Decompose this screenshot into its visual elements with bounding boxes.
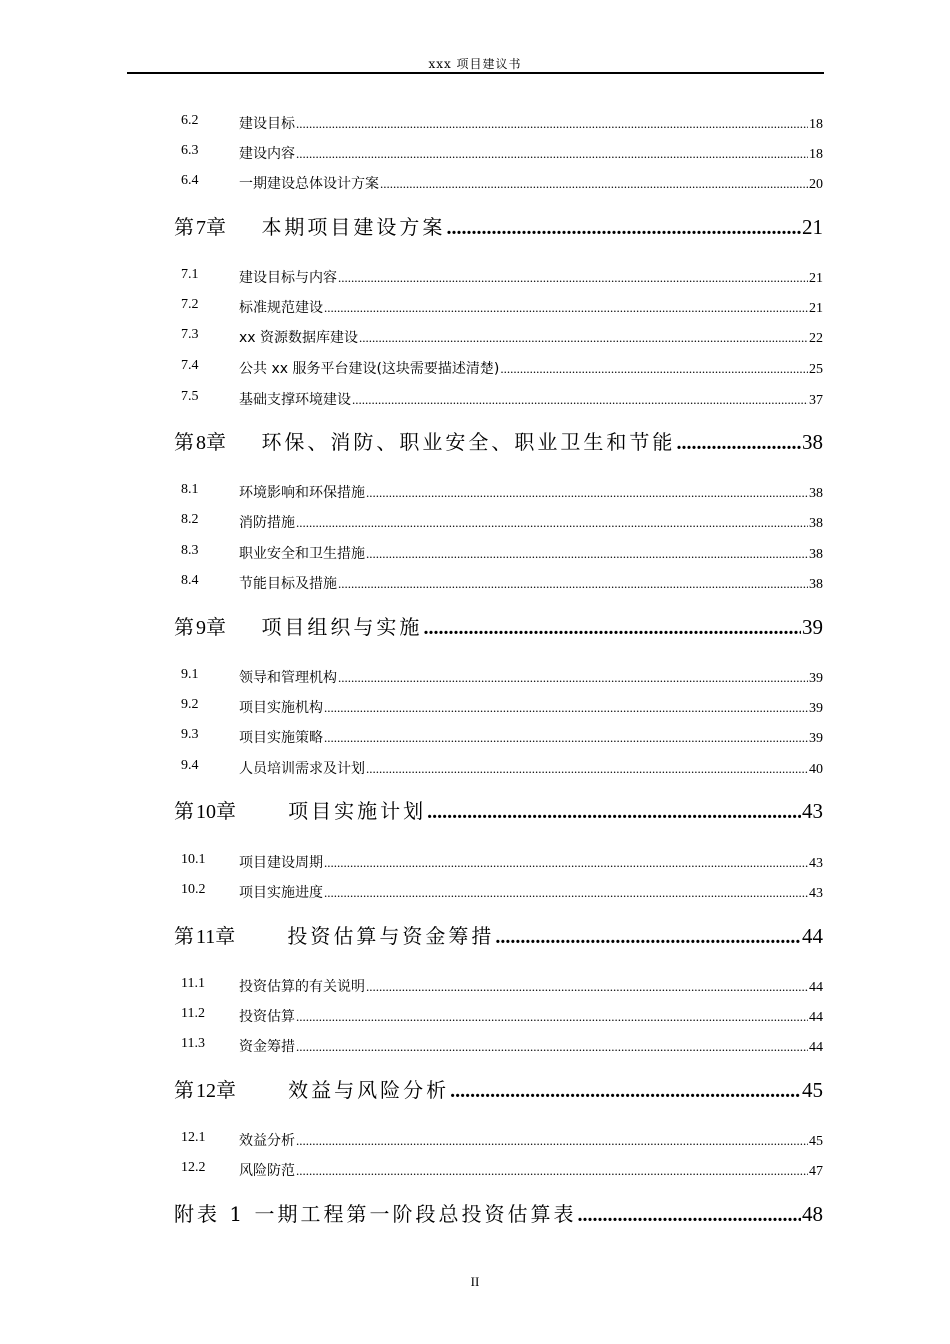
page-ref: 43 bbox=[809, 886, 823, 901]
section-number: 10.1 bbox=[181, 852, 206, 867]
dot-leader bbox=[324, 855, 808, 871]
section-title: 建设目标 bbox=[239, 116, 295, 132]
section-title: 标准规范建设 bbox=[239, 300, 323, 316]
dot-leader bbox=[352, 392, 808, 408]
dot-leader bbox=[296, 146, 808, 162]
page-header-title: xxx 项目建议书 bbox=[428, 57, 522, 71]
page-ref: 39 bbox=[809, 731, 823, 746]
section-title: 公共 xx 服务平台建设(这块需要描述清楚) bbox=[239, 361, 500, 377]
toc-entry-section[interactable] bbox=[0, 512, 950, 534]
toc-entry-section[interactable] bbox=[0, 143, 950, 165]
chapter-label-suffix: 章 bbox=[215, 924, 238, 948]
dot-leader bbox=[380, 176, 808, 192]
section-title: 效益分析 bbox=[239, 1133, 295, 1149]
dot-leader bbox=[366, 546, 808, 562]
section-number: 10.2 bbox=[181, 882, 206, 897]
section-title: 项目实施进度 bbox=[239, 885, 323, 901]
section-title: 项目实施策略 bbox=[239, 730, 323, 746]
dot-leader bbox=[338, 270, 808, 286]
chapter-number: 11 bbox=[196, 926, 216, 948]
section-title: 人员培训需求及计划 bbox=[239, 761, 365, 777]
section-title: 项目实施机构 bbox=[239, 700, 323, 716]
chapter-label-suffix: 章 bbox=[206, 615, 228, 639]
dot-leader bbox=[450, 1080, 801, 1103]
page-ref: 38 bbox=[809, 486, 823, 501]
dot-leader bbox=[359, 330, 808, 346]
toc-entry-section[interactable] bbox=[0, 327, 950, 349]
toc-entry-section[interactable] bbox=[0, 543, 950, 565]
section-number: 8.4 bbox=[181, 573, 199, 588]
page-ref: 39 bbox=[809, 701, 823, 716]
toc-entry-chapter[interactable] bbox=[0, 611, 950, 643]
section-title: 一期建设总体设计方案 bbox=[239, 176, 379, 192]
section-number: 8.3 bbox=[181, 543, 199, 558]
page-ref: 38 bbox=[802, 430, 823, 454]
dot-leader bbox=[495, 926, 801, 949]
section-title: 建设目标与内容 bbox=[239, 270, 337, 286]
toc-entry-section[interactable] bbox=[0, 389, 950, 411]
section-number: 9.2 bbox=[181, 697, 199, 712]
section-title: 领导和管理机构 bbox=[239, 670, 337, 686]
section-title: 环境影响和环保措施 bbox=[239, 485, 365, 501]
page-ref: 20 bbox=[809, 177, 823, 192]
dot-leader bbox=[296, 1133, 808, 1149]
toc-entry-section[interactable] bbox=[0, 758, 950, 780]
toc-entry-section[interactable] bbox=[0, 667, 950, 689]
chapter-label-suffix: 章 bbox=[216, 799, 238, 823]
section-number: 7.3 bbox=[181, 327, 199, 342]
toc-entry-section[interactable] bbox=[0, 297, 950, 319]
section-number: 7.4 bbox=[181, 358, 199, 373]
dot-leader bbox=[676, 432, 801, 455]
section-number: 12.2 bbox=[181, 1160, 206, 1175]
dot-leader bbox=[366, 979, 808, 995]
chapter-label-prefix: 第 bbox=[174, 799, 196, 823]
chapter-title: 投资估算与资金筹措 bbox=[287, 924, 495, 948]
page-ref: 43 bbox=[809, 856, 823, 871]
chapter-number: 7 bbox=[196, 217, 206, 239]
section-title: 职业安全和卫生措施 bbox=[239, 546, 365, 562]
page-ref: 44 bbox=[809, 1010, 823, 1025]
dot-leader bbox=[324, 700, 808, 716]
toc-entry-section[interactable] bbox=[0, 1006, 950, 1028]
page-ref: 48 bbox=[802, 1202, 823, 1226]
chapter-label-prefix: 第 bbox=[174, 615, 196, 639]
page-ref: 44 bbox=[802, 924, 823, 948]
page-ref: 47 bbox=[809, 1164, 823, 1179]
dot-leader bbox=[324, 885, 808, 901]
section-number: 6.2 bbox=[181, 113, 199, 128]
dot-leader bbox=[296, 1163, 808, 1179]
chapter-label-prefix: 第 bbox=[174, 430, 196, 454]
toc-entry-section[interactable] bbox=[0, 697, 950, 719]
toc-entry-section[interactable] bbox=[0, 1130, 950, 1152]
page-ref: 44 bbox=[809, 1040, 823, 1055]
section-number: 6.3 bbox=[181, 143, 199, 158]
chapter-title: 环保、消防、职业安全、职业卫生和节能 bbox=[261, 430, 676, 454]
header-divider bbox=[127, 72, 824, 74]
dot-leader bbox=[324, 300, 808, 316]
page-number: II bbox=[470, 1274, 480, 1289]
section-title: 基础支撑环境建设 bbox=[239, 392, 351, 408]
page-ref: 39 bbox=[809, 671, 823, 686]
dot-leader bbox=[296, 1009, 808, 1025]
page-ref: 22 bbox=[809, 331, 823, 346]
dot-leader bbox=[296, 116, 808, 132]
chapter-label-prefix: 第 bbox=[174, 215, 196, 239]
toc-entry-section[interactable] bbox=[0, 882, 950, 904]
chapter-title: 效益与风险分析 bbox=[288, 1078, 450, 1102]
dot-leader bbox=[500, 361, 808, 377]
section-title: 项目建设周期 bbox=[239, 855, 323, 871]
toc-entry-section[interactable] bbox=[0, 173, 950, 195]
toc-entry-section[interactable] bbox=[0, 358, 950, 380]
section-title: 建设内容 bbox=[239, 146, 295, 162]
page-ref: 38 bbox=[809, 516, 823, 531]
page-ref: 21 bbox=[809, 271, 823, 286]
toc-entry-section[interactable] bbox=[0, 852, 950, 874]
toc-entry-section[interactable] bbox=[0, 113, 950, 135]
section-number: 9.1 bbox=[181, 667, 199, 682]
section-title: 风险防范 bbox=[239, 1163, 295, 1179]
toc-entry-section[interactable] bbox=[0, 267, 950, 289]
section-title: 投资估算的有关说明 bbox=[239, 979, 365, 995]
page-ref: 25 bbox=[809, 362, 823, 377]
chapter-label-prefix: 第 bbox=[174, 924, 196, 948]
page-ref: 39 bbox=[802, 615, 823, 639]
dot-leader bbox=[423, 617, 801, 640]
chapter-number: 8 bbox=[196, 432, 206, 454]
section-number: 11.1 bbox=[181, 976, 205, 991]
page-ref: 18 bbox=[809, 147, 823, 162]
section-number: 12.1 bbox=[181, 1130, 206, 1145]
dot-leader bbox=[324, 730, 808, 746]
section-number: 7.2 bbox=[181, 297, 199, 312]
page-ref: 45 bbox=[809, 1134, 823, 1149]
appendix-title: 附表 1 一期工程第一阶段总投资估算表 bbox=[174, 1202, 577, 1226]
toc-entry-section[interactable] bbox=[0, 1160, 950, 1182]
chapter-number: 12 bbox=[196, 1080, 216, 1102]
toc-entry-chapter[interactable] bbox=[0, 795, 950, 827]
section-number: 9.3 bbox=[181, 727, 199, 742]
page-ref: 44 bbox=[809, 980, 823, 995]
dot-leader bbox=[366, 761, 808, 777]
page-ref: 38 bbox=[809, 577, 823, 592]
section-number: 7.1 bbox=[181, 267, 199, 282]
section-number: 11.3 bbox=[181, 1036, 205, 1051]
dot-leader bbox=[427, 801, 801, 824]
page-ref: 38 bbox=[809, 547, 823, 562]
dot-leader bbox=[296, 515, 808, 531]
page-ref: 21 bbox=[802, 215, 823, 239]
section-title: 投资估算 bbox=[239, 1009, 295, 1025]
chapter-number: 9 bbox=[196, 617, 206, 639]
toc-entry-section[interactable] bbox=[0, 727, 950, 749]
section-number: 9.4 bbox=[181, 758, 199, 773]
page-ref: 18 bbox=[809, 117, 823, 132]
dot-leader bbox=[366, 485, 808, 501]
section-title: 消防措施 bbox=[239, 515, 295, 531]
section-number: 6.4 bbox=[181, 173, 199, 188]
chapter-title: 项目组织与实施 bbox=[261, 615, 423, 639]
section-title: 节能目标及措施 bbox=[239, 576, 337, 592]
toc-entry-section[interactable] bbox=[0, 573, 950, 595]
section-title: 资金筹措 bbox=[239, 1039, 295, 1055]
page-ref: 43 bbox=[802, 799, 823, 823]
chapter-label-prefix: 第 bbox=[174, 1078, 196, 1102]
toc-entry-chapter[interactable] bbox=[0, 920, 950, 952]
chapter-number: 10 bbox=[196, 801, 216, 823]
dot-leader bbox=[296, 1039, 808, 1055]
chapter-title: 项目实施计划 bbox=[288, 799, 427, 823]
section-number: 11.2 bbox=[181, 1006, 205, 1021]
toc-entry-chapter[interactable] bbox=[0, 426, 950, 458]
section-number: 8.2 bbox=[181, 512, 199, 527]
toc-entry-section[interactable] bbox=[0, 482, 950, 504]
toc-entry-section[interactable] bbox=[0, 1036, 950, 1058]
page-ref: 37 bbox=[809, 393, 823, 408]
section-title: xx 资源数据库建设 bbox=[239, 330, 359, 346]
page-ref: 45 bbox=[802, 1078, 823, 1102]
toc-entry-section[interactable] bbox=[0, 976, 950, 998]
section-number: 8.1 bbox=[181, 482, 199, 497]
toc-entry-appendix[interactable] bbox=[0, 1198, 950, 1230]
dot-leader bbox=[338, 670, 808, 686]
dot-leader bbox=[577, 1204, 801, 1227]
toc-entry-chapter[interactable] bbox=[0, 1074, 950, 1106]
section-number: 7.5 bbox=[181, 389, 199, 404]
dot-leader bbox=[338, 576, 808, 592]
toc-entry-chapter[interactable] bbox=[0, 211, 950, 243]
chapter-label-suffix: 章 bbox=[206, 430, 228, 454]
chapter-title: 本期项目建设方案 bbox=[261, 215, 446, 239]
page-ref: 40 bbox=[809, 762, 823, 777]
page-ref: 21 bbox=[809, 301, 823, 316]
chapter-label-suffix: 章 bbox=[216, 1078, 238, 1102]
chapter-label-suffix: 章 bbox=[206, 215, 228, 239]
dot-leader bbox=[446, 217, 801, 240]
